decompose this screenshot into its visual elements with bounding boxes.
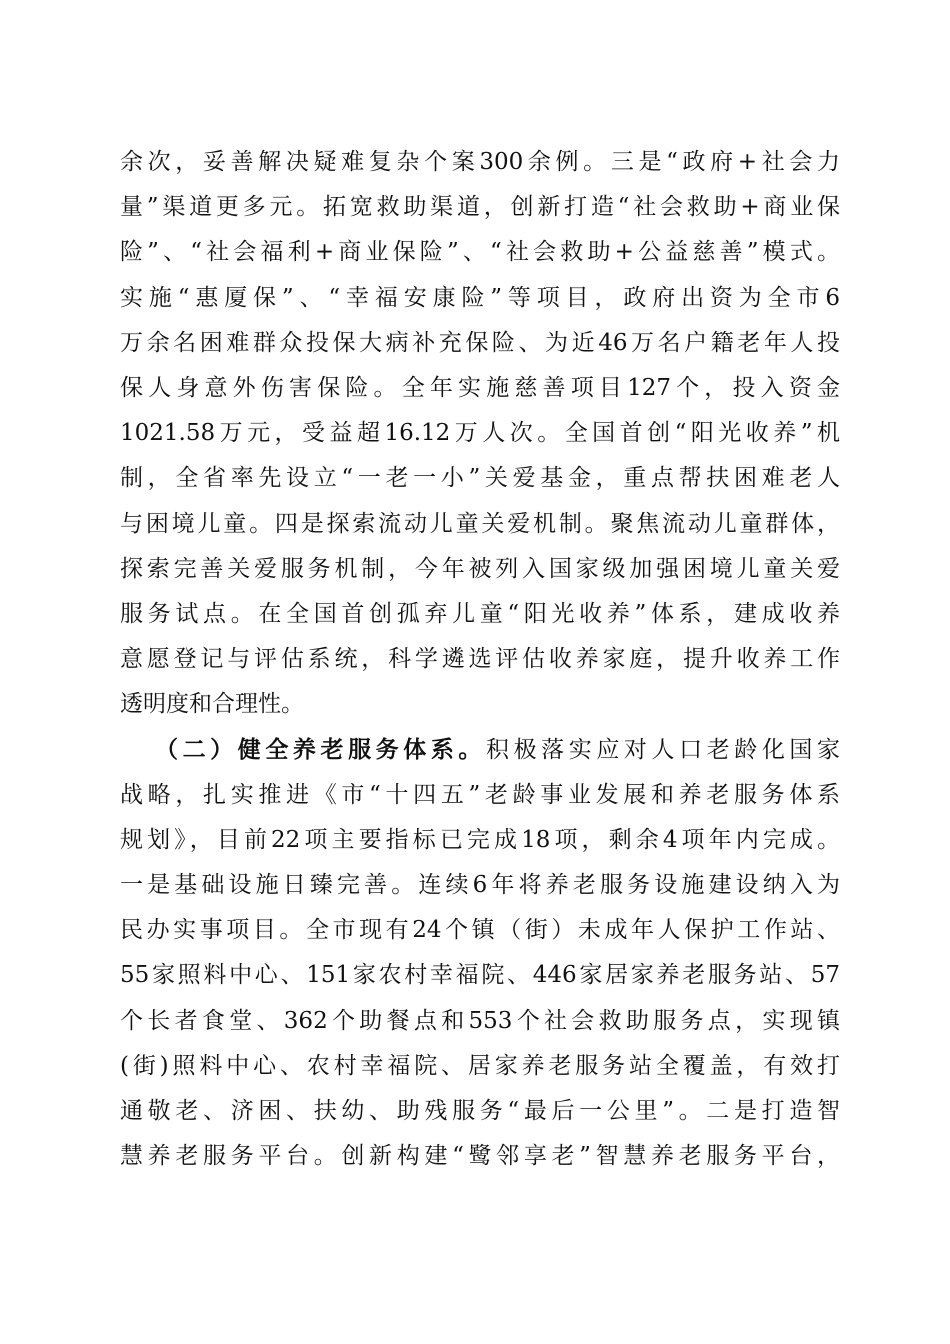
text-line: 万余名困难群众投保大病补充保险、为近46万名户籍老年人投	[120, 329, 840, 356]
text-line: 险”、“社会福利+商业保险”、“社会救助+公益慈善”模式。	[120, 239, 840, 266]
text-line: 与困境儿童。四是探索流动儿童关爱机制。聚焦流动儿童群体，	[120, 510, 840, 537]
text-line: 战略，扎实推进《市“十四五”老龄事业发展和养老服务体系	[120, 781, 840, 808]
text-line: 服务试点。在全国首创孤弃儿童“阳光收养”体系，建成收养	[120, 600, 840, 627]
section-heading-continuation: 积极落实应对人口老龄化国家	[486, 737, 841, 764]
text-line: 民办实事项目。全市现有24个镇（街）未成年人保护工作站、	[120, 917, 840, 944]
text-line: 个长者食堂、362个助餐点和553个社会救助服务点，实现镇	[120, 1007, 840, 1034]
text-line: 1021.58万元，受益超16.12万人次。全国首创“阳光收养”机	[120, 420, 840, 447]
text-line: 透明度和合理性。	[120, 691, 304, 718]
text-line: 慧养老服务平台。创新构建“鹭邻享老”智慧养老服务平台，	[120, 1143, 840, 1170]
text-line: 制，全省率先设立“一老一小”关爱基金，重点帮扶困难老人	[120, 465, 840, 492]
paragraph-social-assistance	[120, 140, 840, 727]
text-line: 通敬老、济困、扶幼、助残服务“最后一公里”。二是打造智	[120, 1097, 840, 1124]
section-heading: （二）健全养老服务体系。	[155, 736, 486, 764]
text-line: 余次，妥善解决疑难复杂个案300余例。三是“政府+社会力	[120, 149, 840, 175]
document-body	[120, 140, 840, 1179]
text-line: 55家照料中心、151家农村幸福院、446家居家养老服务站、57	[120, 962, 840, 989]
paragraph-elderly-care	[120, 727, 840, 1179]
text-line: 探索完善关爱服务机制，今年被列入国家级加强困境儿童关爱	[120, 555, 840, 582]
text-line: (街)照料中心、农村幸福院、居家养老服务站全覆盖，有效打	[120, 1052, 840, 1079]
text-line: 规划》，目前22项主要指标已完成18项，剩余4项年内完成。	[120, 826, 840, 853]
text-line: 意愿登记与评估系统，科学遴选评估收养家庭，提升收养工作	[120, 646, 840, 673]
text-line: 实施“惠厦保”、“幸福安康险”等项目，政府出资为全市6	[120, 284, 840, 311]
text-line: 保人身意外伤害保险。全年实施慈善项目127个，投入资金	[120, 374, 840, 401]
text-line: 一是基础设施日臻完善。连续6年将养老服务设施建设纳入为	[120, 872, 840, 898]
text-line: 量”渠道更多元。拓宽救助渠道，创新打造“社会救助+商业保	[120, 194, 840, 221]
section-first-line	[120, 727, 840, 772]
